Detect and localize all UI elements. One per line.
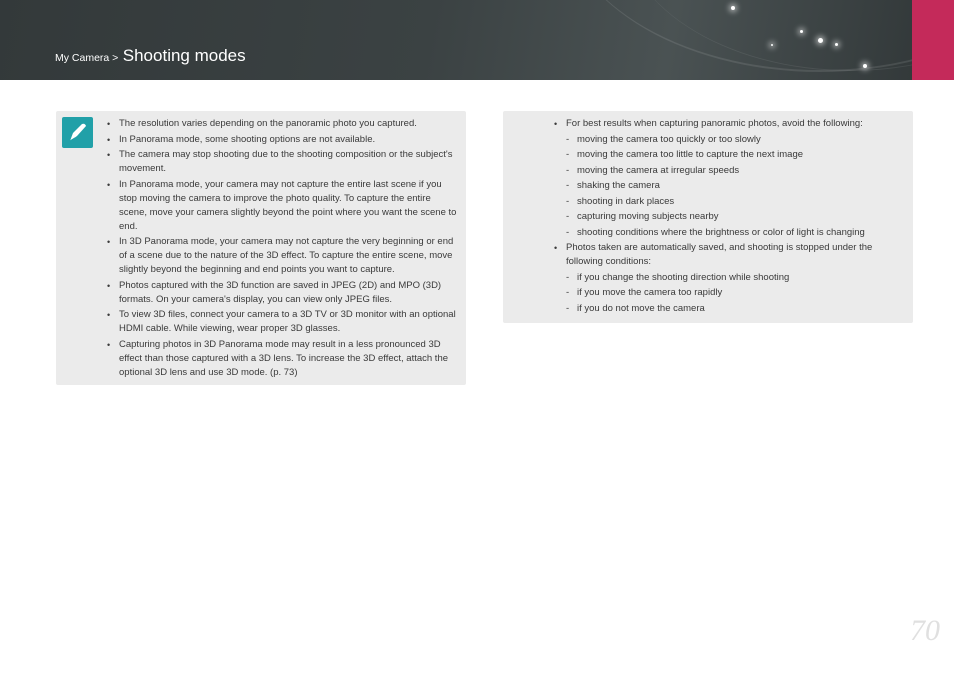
page-number: 70 [910,614,940,647]
tip-subitem: - moving the camera at irregular speeds [566,164,906,178]
header-sparkle [771,44,773,46]
page-header [0,0,954,80]
note-item: • Photos captured with the 3D function are saved in JPEG (2D) and MPO (3D) formats. On your camera's display, you can view only JPEG files. [107,279,459,307]
header-sparkle [800,30,803,33]
header-sparkle [731,6,735,10]
tip-subitem: - shooting conditions where the brightness or color of light is changing [566,226,906,240]
note-item: • In Panorama mode, some shooting options are not available. [107,133,459,147]
breadcrumb [55,46,246,66]
note-item: • To view 3D files, connect your camera to a 3D TV or 3D monitor with an optional HDMI cable. While viewing, wear proper 3D glasses. [107,308,459,336]
note-list [107,117,459,381]
tip-subitem: - if you do not move the camera [566,302,906,316]
tips-list [554,117,906,317]
header-sparkle [818,38,823,43]
breadcrumb-parent: My Camera > [55,52,119,64]
section-color-tab [912,0,954,80]
header-sparkle [835,43,838,46]
tip-subitem: - shaking the camera [566,179,906,193]
tip-item [554,241,906,316]
tip-item-text: Photos taken are automatically saved, and shooting is stopped under the following conditions: [566,242,873,267]
tip-subitem: - moving the camera too little to capture the next image [566,148,906,162]
note-item: • Capturing photos in 3D Panorama mode may result in a less pronounced 3D effect than those captured with a 3D lens. To increase the 3D effect, attach the optional 3D lens and use 3D mode. (p. 73) [107,338,459,380]
note-pencil-icon [62,117,93,148]
tip-subitem: - if you move the camera too rapidly [566,286,906,300]
note-item: • The resolution varies depending on the panoramic photo you captured. [107,117,459,131]
tip-subitem: - capturing moving subjects nearby [566,210,906,224]
tip-subitem: - shooting in dark places [566,195,906,209]
tip-subitem: - moving the camera too quickly or too slowly [566,133,906,147]
breadcrumb-current: Shooting modes [122,46,246,65]
note-item: • In Panorama mode, your camera may not capture the entire last scene if you stop moving the camera to improve the photo quality. To capture the entire scene, move your camera slightly beyond the point where you want the scene to end. [107,178,459,234]
note-item: • In 3D Panorama mode, your camera may not capture the very beginning or end of a scene due to the nature of the 3D effect. To capture the entire scene, move slightly beyond the beginning and end points you want to capture. [107,235,459,277]
tip-subitem: - if you change the shooting direction while shooting [566,271,906,285]
note-item: • The camera may stop shooting due to the shooting composition or the subject's movement. [107,148,459,176]
tip-item [554,117,906,240]
tip-item-text: For best results when capturing panoramic photos, avoid the following: [566,118,863,129]
header-sparkle [863,64,867,68]
